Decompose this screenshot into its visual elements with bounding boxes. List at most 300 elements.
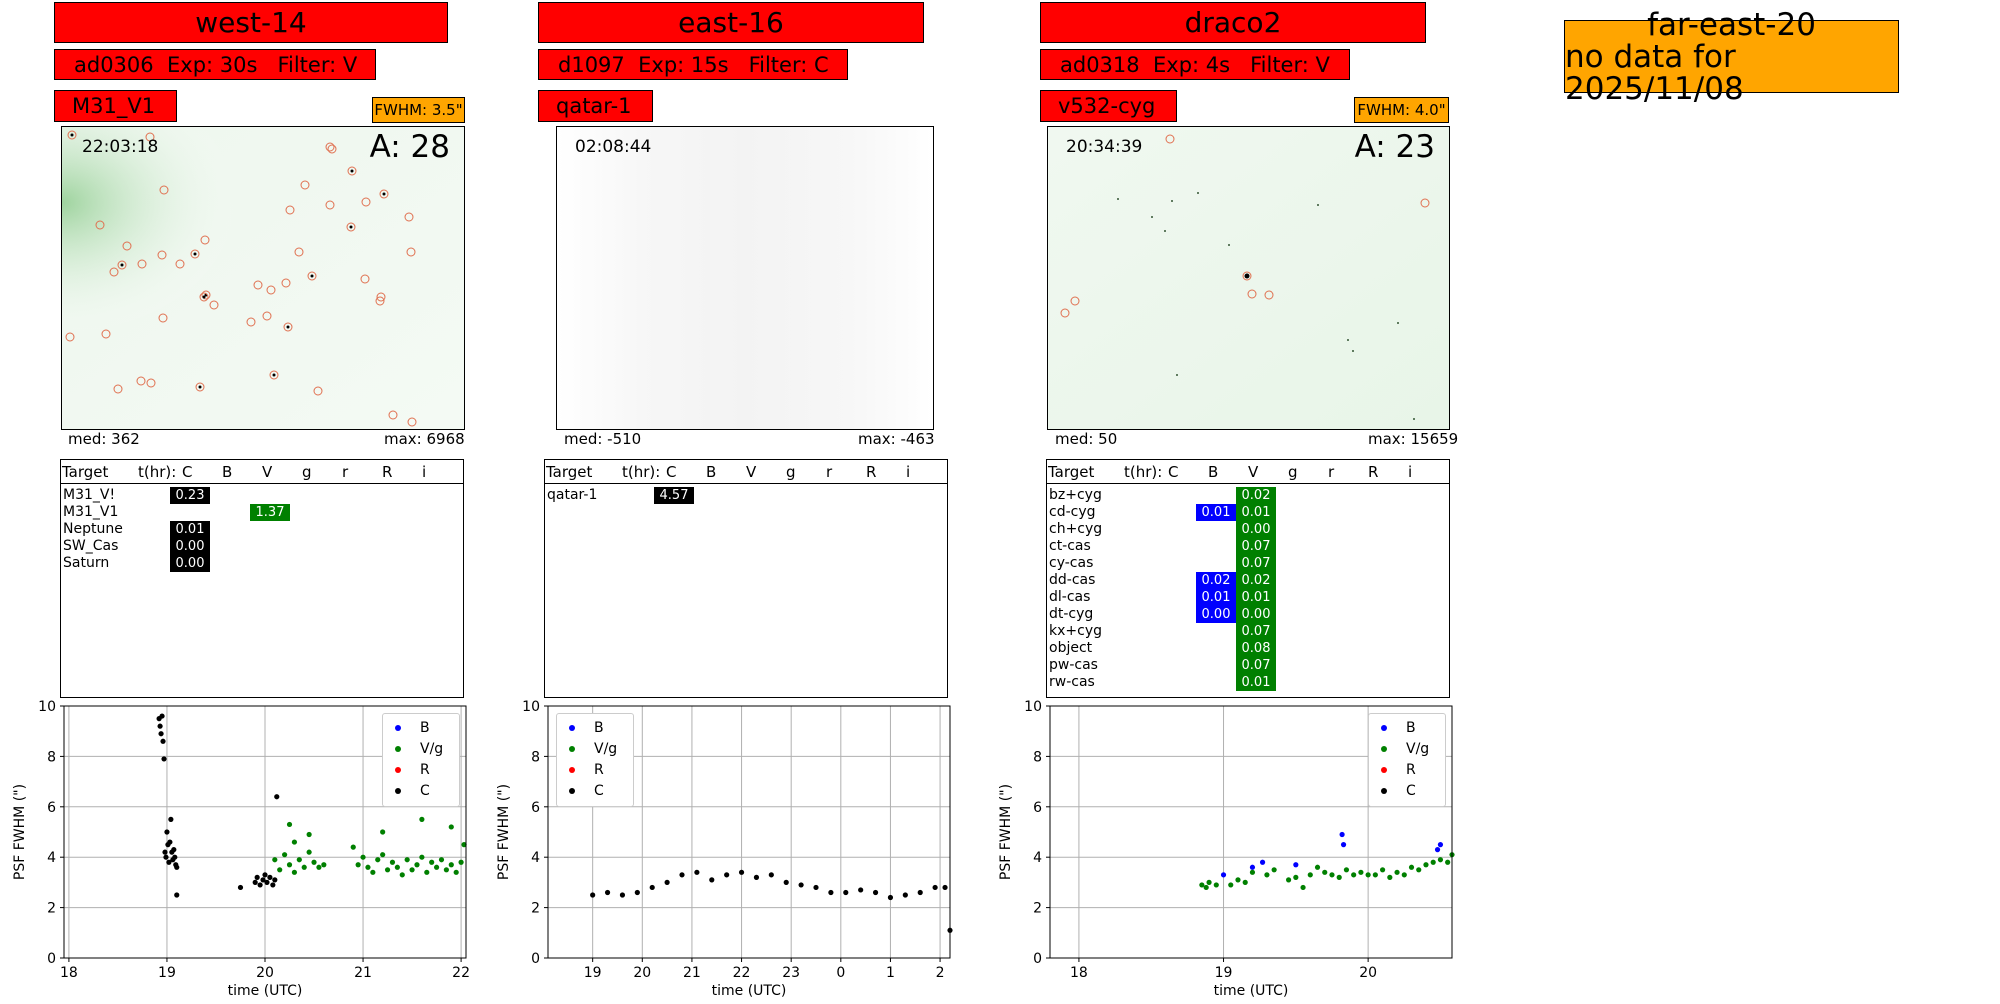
legend-item <box>395 741 443 757</box>
exposure-time-cell-v: 0.07 <box>1236 657 1276 674</box>
legend-label: C <box>1406 783 1416 799</box>
column-header-b: B <box>1208 463 1219 481</box>
sky-image[interactable] <box>1047 126 1450 430</box>
y-tick-label: 6 <box>1033 799 1042 816</box>
column-header-v: V <box>1248 463 1259 481</box>
star-point <box>383 193 386 196</box>
data-point-vg <box>419 855 424 860</box>
star-point <box>199 386 202 389</box>
target-row-name: kx+cyg <box>1049 623 1102 639</box>
exposure-time-cell-b: 0.00 <box>1196 606 1236 623</box>
fwhm-plot <box>484 700 954 1000</box>
data-point-vg <box>380 852 385 857</box>
data-point-vg <box>1315 865 1320 870</box>
column-header-thr: t(hr): <box>1124 463 1163 481</box>
data-point-vg <box>1308 872 1313 877</box>
sky-image[interactable] <box>61 126 465 430</box>
data-point-c <box>238 885 243 890</box>
exposure-time-cell-v: 0.07 <box>1236 538 1276 555</box>
data-point-vg <box>360 855 365 860</box>
data-point-vg <box>449 862 454 867</box>
column-header-r: R <box>382 463 393 481</box>
data-point-vg <box>321 862 326 867</box>
target-row-name: cd-cyg <box>1049 504 1096 520</box>
telescope-title <box>54 2 448 43</box>
exposure-time-cell-v: 0.02 <box>1236 487 1276 504</box>
target-row-name: pw-cas <box>1049 657 1098 673</box>
telescope-title-text: east-16 <box>678 6 784 39</box>
legend-marker <box>395 767 401 773</box>
data-point-b <box>1438 842 1443 847</box>
faint-star <box>1197 192 1199 194</box>
sky-image-canvas <box>557 127 933 429</box>
data-point-vg <box>1366 872 1371 877</box>
data-point-c <box>167 839 172 844</box>
target-row-name: object <box>1049 640 1093 656</box>
column-header-c: C <box>182 463 193 481</box>
data-point-c <box>159 713 164 718</box>
telescope-title-text: west-14 <box>195 6 307 39</box>
data-point-vg <box>277 867 282 872</box>
telescope-title-text: draco2 <box>1184 6 1282 39</box>
column-header-b: B <box>222 463 233 481</box>
legend-label: V/g <box>1406 741 1430 757</box>
data-point-vg <box>272 857 277 862</box>
telescope-title <box>1040 2 1426 43</box>
x-tick-label: 23 <box>782 965 801 981</box>
target-row-name: Saturn <box>63 555 110 571</box>
legend-marker <box>1381 746 1387 752</box>
data-point-c <box>158 731 163 736</box>
target-row-name: rw-cas <box>1049 674 1095 690</box>
data-point-vg <box>1199 882 1204 887</box>
data-point-c <box>255 875 260 880</box>
column-header-r: R <box>866 463 877 481</box>
data-point-c <box>272 877 277 882</box>
data-point-vg <box>424 870 429 875</box>
x-tick-label: 20 <box>633 965 652 981</box>
image-median: med: -510 <box>564 430 642 448</box>
column-header-r: R <box>1368 463 1379 481</box>
column-header-i: i <box>422 463 427 481</box>
table-header <box>545 460 947 484</box>
y-tick-label: 4 <box>1033 850 1042 867</box>
data-point-c <box>160 739 165 744</box>
exposure-info: ad0306 Exp: 30s Filter: V <box>54 49 376 80</box>
data-point-vg <box>365 865 370 870</box>
data-point-vg <box>439 857 444 862</box>
data-point-b <box>1293 862 1298 867</box>
exposure-time-cell-c: 4.57 <box>654 487 694 504</box>
legend-item <box>1381 741 1429 757</box>
image-clock: 02:08:44 <box>575 137 652 157</box>
y-axis-label: PSF FWHM (") <box>998 783 1014 881</box>
data-point-c <box>918 890 923 895</box>
target-row-name: ch+cyg <box>1049 521 1103 537</box>
data-point-vg <box>1204 885 1209 890</box>
data-point-vg <box>307 850 312 855</box>
data-point-c <box>650 885 655 890</box>
data-point-vg <box>302 865 307 870</box>
image-max: max: 15659 <box>1368 430 1459 448</box>
legend-marker <box>395 746 401 752</box>
data-point-c <box>164 829 169 834</box>
faint-star <box>1397 322 1399 324</box>
data-point-c <box>267 875 272 880</box>
data-point-c <box>635 890 640 895</box>
data-point-c <box>679 872 684 877</box>
target-row-name: cy-cas <box>1049 555 1094 571</box>
data-point-vg <box>414 862 419 867</box>
column-header-g: g <box>302 463 312 481</box>
legend-label: B <box>594 720 604 736</box>
legend-label: B <box>1406 720 1416 736</box>
targets-table <box>544 459 948 698</box>
faint-star <box>1317 204 1319 206</box>
altitude-label: A: 28 <box>369 129 450 165</box>
data-point-vg <box>351 845 356 850</box>
no-data-notice <box>1564 6 1899 107</box>
data-point-vg <box>1445 860 1450 865</box>
target-label: M31_V1 <box>54 90 177 122</box>
data-point-c <box>270 882 275 887</box>
data-point-vg <box>409 867 414 872</box>
target-row-name: Neptune <box>63 521 123 537</box>
y-tick-label: 10 <box>38 700 56 715</box>
legend-item <box>1381 783 1416 799</box>
data-point-c <box>162 850 167 855</box>
x-tick-label: 21 <box>683 965 701 981</box>
data-point-c <box>174 892 179 897</box>
legend-label: C <box>594 783 604 799</box>
legend-item <box>569 783 604 799</box>
plot-legend <box>1368 713 1446 807</box>
data-point-vg <box>297 857 302 862</box>
column-header-i: i <box>906 463 911 481</box>
faint-star <box>1413 418 1415 420</box>
y-tick-label: 4 <box>47 850 56 867</box>
data-point-c <box>694 870 699 875</box>
data-point-c <box>172 855 177 860</box>
x-tick-label: 21 <box>354 965 372 981</box>
exposure-info: ad0318 Exp: 4s Filter: V <box>1040 49 1350 80</box>
data-point-b <box>1250 865 1255 870</box>
target-row-name: M31_V1 <box>63 504 119 520</box>
data-point-vg <box>1358 870 1363 875</box>
x-tick-label: 18 <box>59 965 78 981</box>
x-tick-label: 18 <box>1070 965 1088 981</box>
exposure-time-cell-c: 0.01 <box>170 521 210 538</box>
data-point-vg <box>1214 882 1219 887</box>
legend-marker <box>1381 788 1387 794</box>
table-header <box>1047 460 1449 484</box>
data-point-vg <box>400 872 405 877</box>
target-row-name: SW_Cas <box>63 538 119 554</box>
legend-item <box>569 762 604 778</box>
data-point-vg <box>1380 867 1385 872</box>
data-point-c <box>873 890 878 895</box>
legend-marker <box>1381 767 1387 773</box>
telescope-title <box>538 2 924 43</box>
exposure-time-cell-v: 0.01 <box>1236 589 1276 606</box>
y-tick-label: 2 <box>1033 900 1042 917</box>
target-label: qatar-1 <box>538 90 653 122</box>
star-point <box>203 296 206 299</box>
data-point-vg <box>1351 872 1356 877</box>
data-point-vg <box>1250 870 1255 875</box>
data-point-vg <box>390 860 395 865</box>
image-median: med: 50 <box>1055 430 1118 448</box>
data-point-vg <box>311 860 316 865</box>
no-data-message: no data for 2025/11/08 <box>1565 38 1744 107</box>
star-point <box>71 134 74 137</box>
star-point <box>311 275 314 278</box>
data-point-c <box>253 880 258 885</box>
legend-label: R <box>594 762 604 778</box>
exposure-time-cell-v: 0.01 <box>1236 674 1276 691</box>
exposure-time-cell-v: 1.37 <box>250 504 290 521</box>
exposure-time-cell-v: 0.00 <box>1236 521 1276 538</box>
data-point-c <box>605 890 610 895</box>
image-max: max: -463 <box>858 430 935 448</box>
faint-star <box>1176 374 1178 376</box>
data-point-c <box>161 756 166 761</box>
x-tick-label: 20 <box>256 965 274 981</box>
data-point-vg <box>1264 872 1269 877</box>
data-point-c <box>942 885 947 890</box>
data-point-c <box>754 875 759 880</box>
data-point-vg <box>1286 877 1291 882</box>
fwhm-plot <box>0 700 470 1000</box>
data-point-c <box>262 872 267 877</box>
legend-label: V/g <box>594 741 618 757</box>
data-point-c <box>171 847 176 852</box>
star-point <box>350 226 353 229</box>
data-point-c <box>813 885 818 890</box>
legend-marker <box>569 788 575 794</box>
data-point-c <box>590 892 595 897</box>
data-point-vg <box>1329 872 1334 877</box>
exposure-time-cell-v: 0.01 <box>1236 504 1276 521</box>
column-header-target: Target <box>1048 463 1095 481</box>
y-axis-label: PSF FWHM (") <box>12 783 28 881</box>
data-point-vg <box>395 865 400 870</box>
data-point-vg <box>429 860 434 865</box>
exposure-time-cell-b: 0.01 <box>1196 504 1236 521</box>
data-point-vg <box>380 829 385 834</box>
data-point-c <box>769 872 774 877</box>
column-header-r: r <box>1328 463 1335 481</box>
column-header-c: C <box>1168 463 1179 481</box>
exposure-time-cell-v: 0.07 <box>1236 623 1276 640</box>
data-point-vg <box>287 862 292 867</box>
data-point-c <box>903 892 908 897</box>
data-point-vg <box>307 832 312 837</box>
data-point-c <box>274 794 279 799</box>
data-point-c <box>933 885 938 890</box>
x-axis-label: time (UTC) <box>1213 983 1289 999</box>
data-point-vg <box>375 857 380 862</box>
legend-item <box>1381 720 1416 736</box>
data-point-c <box>620 892 625 897</box>
target-label: v532-cyg <box>1040 90 1177 122</box>
data-point-c <box>843 890 848 895</box>
data-point-vg <box>1402 872 1407 877</box>
data-point-vg <box>1235 877 1240 882</box>
data-point-vg <box>1431 860 1436 865</box>
legend-marker <box>569 767 575 773</box>
legend-item <box>569 741 617 757</box>
data-point-b <box>1341 842 1346 847</box>
data-point-c <box>257 882 262 887</box>
data-point-c <box>724 872 729 877</box>
y-axis-label: PSF FWHM (") <box>496 783 512 881</box>
legend-marker <box>395 788 401 794</box>
star-point <box>194 253 197 256</box>
data-point-vg <box>292 870 297 875</box>
column-header-target: Target <box>62 463 109 481</box>
data-point-vg <box>1322 870 1327 875</box>
image-clock: 20:34:39 <box>1066 137 1143 157</box>
data-point-vg <box>405 857 410 862</box>
target-row-name: dt-cyg <box>1049 606 1094 622</box>
data-point-vg <box>292 839 297 844</box>
x-tick-label: 19 <box>158 965 176 981</box>
x-tick-label: 1 <box>885 965 895 981</box>
exposure-info: d1097 Exp: 15s Filter: C <box>538 49 848 80</box>
plot-legend <box>556 713 634 807</box>
data-point-vg <box>458 860 463 865</box>
y-tick-label: 2 <box>47 900 56 917</box>
data-point-vg <box>419 817 424 822</box>
legend-label: C <box>420 783 430 799</box>
target-row-name: ct-cas <box>1049 538 1091 554</box>
data-point-c <box>828 890 833 895</box>
data-point-vg <box>444 867 449 872</box>
legend-label: R <box>1406 762 1416 778</box>
y-tick-label: 8 <box>1033 749 1042 766</box>
exposure-time-cell-v: 0.00 <box>1236 606 1276 623</box>
y-tick-label: 0 <box>1033 951 1042 967</box>
y-tick-label: 6 <box>47 799 56 816</box>
data-point-vg <box>454 870 459 875</box>
x-tick-label: 20 <box>1359 965 1378 981</box>
image-median: med: 362 <box>68 430 140 448</box>
data-point-b <box>1260 860 1265 865</box>
exposure-time-cell-c: 0.00 <box>170 555 210 572</box>
data-point-vg <box>1373 872 1378 877</box>
sky-image-canvas <box>1048 127 1449 429</box>
legend-marker <box>569 746 575 752</box>
x-axis-label: time (UTC) <box>227 983 303 999</box>
column-header-thr: t(hr): <box>622 463 661 481</box>
y-tick-label: 8 <box>531 749 540 766</box>
target-row-name: qatar-1 <box>547 487 598 503</box>
legend-label: B <box>420 720 430 736</box>
exposure-time-cell-b: 0.02 <box>1196 572 1236 589</box>
legend-item <box>1381 762 1416 778</box>
column-header-v: V <box>262 463 273 481</box>
column-header-v: V <box>746 463 757 481</box>
data-point-vg <box>1344 867 1349 872</box>
star-point <box>351 170 354 173</box>
data-point-vg <box>282 852 287 857</box>
legend-item <box>569 720 604 736</box>
column-header-thr: t(hr): <box>138 463 177 481</box>
target-row-name: dd-cas <box>1049 572 1096 588</box>
data-point-vg <box>434 865 439 870</box>
data-point-vg <box>385 867 390 872</box>
image-clock: 22:03:18 <box>82 137 159 157</box>
sky-image[interactable] <box>556 126 934 430</box>
target-row-name: bz+cyg <box>1049 487 1102 503</box>
data-point-b <box>1435 847 1440 852</box>
data-point-vg <box>356 862 361 867</box>
data-point-vg <box>1300 885 1305 890</box>
column-header-g: g <box>786 463 796 481</box>
faint-star <box>1352 350 1354 352</box>
x-tick-label: 19 <box>583 965 602 981</box>
data-point-c <box>264 880 269 885</box>
faint-star <box>1117 198 1119 200</box>
image-max: max: 6968 <box>384 430 465 448</box>
y-tick-label: 10 <box>522 700 540 715</box>
data-point-vg <box>1394 870 1399 875</box>
target-row-name: dl-cas <box>1049 589 1091 605</box>
data-point-vg <box>370 870 375 875</box>
fwhm-plot-svg <box>484 700 954 1000</box>
x-tick-label: 22 <box>732 965 751 981</box>
exposure-time-cell-c: 0.00 <box>170 538 210 555</box>
data-point-c <box>799 882 804 887</box>
data-point-c <box>168 817 173 822</box>
y-tick-label: 0 <box>47 951 56 967</box>
column-header-b: B <box>706 463 717 481</box>
data-point-vg <box>287 822 292 827</box>
sky-image-canvas <box>62 127 464 429</box>
data-point-vg <box>1423 862 1428 867</box>
data-point-b <box>1340 832 1345 837</box>
x-tick-label: 19 <box>1214 965 1233 981</box>
star-point <box>121 264 124 267</box>
data-point-vg <box>316 865 321 870</box>
data-point-vg <box>1243 880 1248 885</box>
y-tick-label: 10 <box>1024 700 1042 715</box>
x-tick-label: 2 <box>935 965 945 981</box>
exposure-time-cell-v: 0.07 <box>1236 555 1276 572</box>
column-header-target: Target <box>546 463 593 481</box>
column-header-c: C <box>666 463 677 481</box>
column-header-g: g <box>1288 463 1298 481</box>
y-tick-label: 6 <box>531 799 540 816</box>
data-point-c <box>709 877 714 882</box>
faint-star <box>1151 216 1153 218</box>
y-tick-label: 8 <box>47 749 56 766</box>
faint-star <box>1164 230 1166 232</box>
column-header-r: r <box>342 463 349 481</box>
data-point-vg <box>1228 882 1233 887</box>
exposure-time-cell-v: 0.02 <box>1236 572 1276 589</box>
data-point-vg <box>1409 865 1414 870</box>
y-tick-label: 2 <box>531 900 540 917</box>
fwhm-badge: FWHM: 4.0" <box>1354 97 1449 123</box>
data-point-vg <box>1293 875 1298 880</box>
legend-label: V/g <box>420 741 444 757</box>
data-point-vg <box>1337 875 1342 880</box>
data-point-c <box>784 880 789 885</box>
no-data-telescope: far-east-20 <box>1647 6 1816 43</box>
exposure-time-cell-v: 0.08 <box>1236 640 1276 657</box>
